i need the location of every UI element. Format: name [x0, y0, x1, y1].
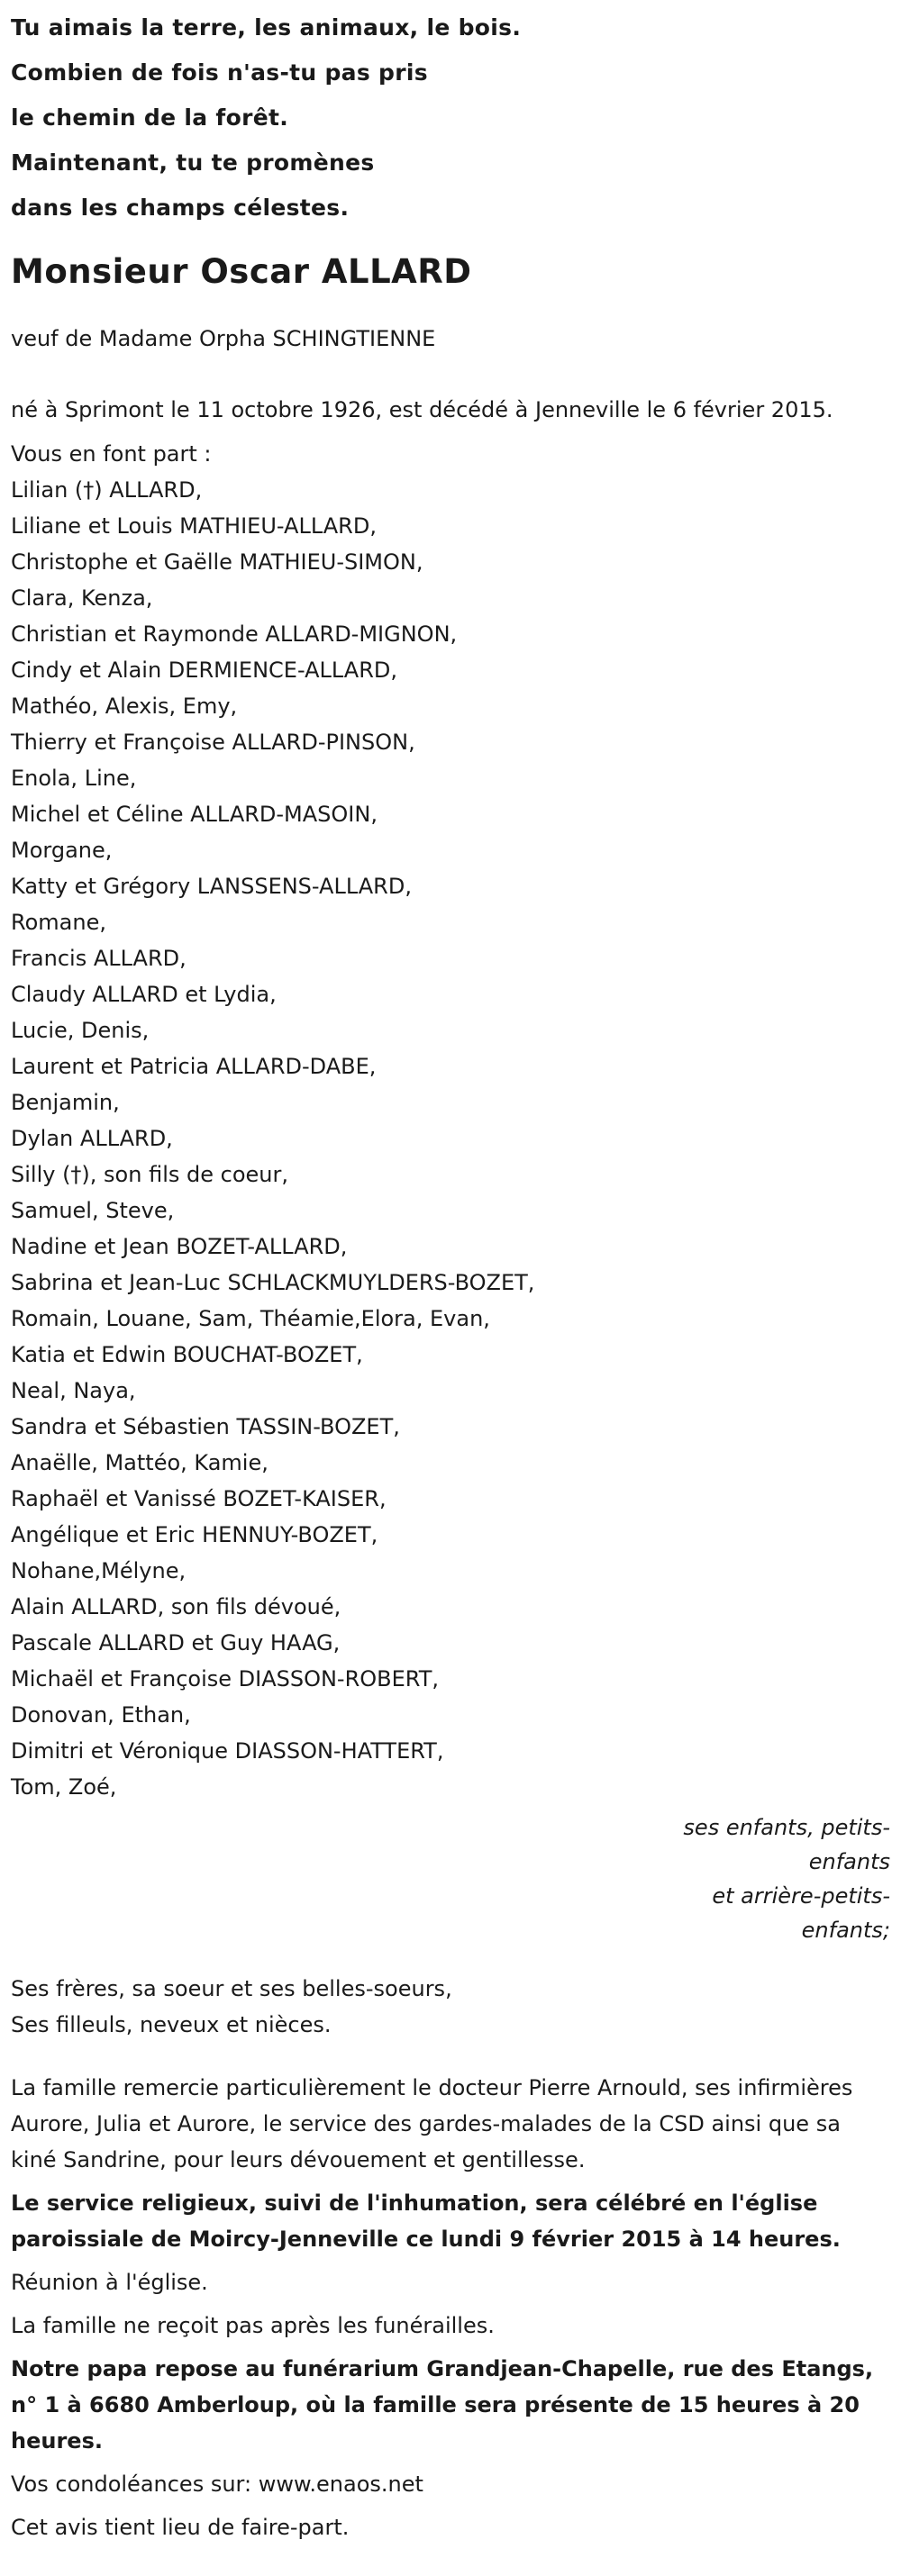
family-line: Katia et Edwin BOUCHAT-BOZET,: [11, 1342, 363, 1367]
family-line: Silly (†), son fils de coeur,: [11, 1162, 288, 1187]
notice-note: Cet avis tient lieu de faire-part.: [11, 2515, 350, 2540]
family-line: Lucie, Denis,: [11, 1018, 150, 1043]
family-line: Thierry et Françoise ALLARD-PINSON,: [11, 730, 415, 755]
siblings-block: [11, 1971, 890, 2043]
family-line: Clara, Kenza,: [11, 585, 153, 611]
family-line: Laurent et Patricia ALLARD-DABE,: [11, 1054, 377, 1079]
family-line: Francis ALLARD,: [11, 946, 187, 971]
announcement-intro: Vous en font part :: [11, 441, 212, 467]
no-reception-note: La famille ne reçoit pas après les funérailles.: [11, 2313, 495, 2338]
siblings-line: Ses filleuls, neveux et nièces.: [11, 2012, 332, 2037]
obituary-page: [11, 0, 890, 2545]
meeting-note: Réunion à l'église.: [11, 2270, 208, 2295]
family-line: Christian et Raymonde ALLARD-MIGNON,: [11, 621, 458, 647]
widower-of: veuf de Madame Orpha SCHINGTIENNE: [11, 326, 436, 351]
thanks-paragraph: La famille remercie particulièrement le docteur Pierre Arnould, ses infirmières Aurore, Julia et Aurore, le service des gardes-malades de la CSD ainsi que sa kiné Sandrine, pour leurs dévouement et gentillesse.: [11, 2075, 853, 2172]
family-line: Neal, Naya,: [11, 1378, 136, 1403]
family-line: Samuel, Steve,: [11, 1198, 175, 1223]
family-line: Katty et Grégory LANSSENS-ALLARD,: [11, 874, 412, 899]
condolences-note: Vos condoléances sur: www.enaos.net: [11, 2472, 423, 2497]
relations-line: enfants;: [801, 1918, 890, 1943]
family-line: Morgane,: [11, 838, 113, 863]
family-list: [11, 472, 890, 1805]
poem-line: Combien de fois n'as-tu pas pris: [11, 59, 428, 86]
family-line: Claudy ALLARD et Lydia,: [11, 982, 277, 1007]
family-line: Alain ALLARD, son fils dévoué,: [11, 1594, 341, 1619]
funeral-home-info: Notre papa repose au funérarium Grandjean-Chapelle, rue des Etangs, n° 1 à 6680 Amberloup, où la famille sera présente de 15 heures à 20 heures.: [11, 2356, 874, 2454]
relations-line: ses enfants, petits-: [683, 1815, 890, 1840]
family-line: Nadine et Jean BOZET-ALLARD,: [11, 1234, 348, 1259]
poem-line: le chemin de la forêt.: [11, 104, 289, 131]
family-line: Angélique et Eric HENNUY-BOZET,: [11, 1522, 378, 1547]
poem-line: Tu aimais la terre, les animaux, le bois.: [11, 14, 522, 41]
family-line: Romane,: [11, 910, 106, 935]
poem-line: Maintenant, tu te promènes: [11, 150, 375, 176]
family-line: Enola, Line,: [11, 766, 137, 791]
family-line: Michel et Céline ALLARD-MASOIN,: [11, 802, 378, 827]
family-line: Benjamin,: [11, 1090, 120, 1115]
deceased-name: Monsieur Oscar ALLARD: [11, 252, 472, 291]
family-line: Dimitri et Véronique DIASSON-HATTERT,: [11, 1738, 444, 1764]
poem-line: dans les champs célestes.: [11, 195, 350, 221]
service-announcement: Le service religieux, suivi de l'inhumation, sera célébré en l'église paroissiale de Moircy-Jenneville ce lundi 9 février 2015 à 14 heures.: [11, 2191, 841, 2252]
family-line: Cindy et Alain DERMIENCE-ALLARD,: [11, 658, 397, 683]
family-line: Mathéo, Alexis, Emy,: [11, 694, 238, 719]
relations-line: et arrière-petits-: [712, 1883, 890, 1909]
family-line: Romain, Louane, Sam, Théamie,Elora, Evan,: [11, 1306, 490, 1331]
family-line: Pascale ALLARD et Guy HAAG,: [11, 1630, 341, 1655]
family-line: Anaëlle, Mattéo, Kamie,: [11, 1450, 268, 1475]
family-line: Dylan ALLARD,: [11, 1126, 173, 1151]
relations-note: [11, 1810, 890, 1947]
family-line: Nohane,Mélyne,: [11, 1558, 187, 1583]
family-line: Lilian (†) ALLARD,: [11, 477, 203, 503]
poem: [11, 5, 890, 231]
family-line: Donovan, Ethan,: [11, 1702, 191, 1728]
family-line: Sandra et Sébastien TASSIN-BOZET,: [11, 1414, 400, 1439]
family-line: Liliane et Louis MATHIEU-ALLARD,: [11, 513, 377, 539]
family-line: Christophe et Gaëlle MATHIEU-SIMON,: [11, 549, 423, 575]
relations-line: enfants: [808, 1849, 890, 1874]
siblings-line: Ses frères, sa soeur et ses belles-soeurs,: [11, 1976, 452, 2001]
family-line: Sabrina et Jean-Luc SCHLACKMUYLDERS-BOZET,: [11, 1270, 535, 1295]
family-line: Raphaël et Vanissé BOZET-KAISER,: [11, 1486, 387, 1511]
family-line: Michaël et Françoise DIASSON-ROBERT,: [11, 1666, 440, 1692]
family-line: Tom, Zoé,: [11, 1774, 117, 1800]
birth-death-info: né à Sprimont le 11 octobre 1926, est décédé à Jenneville le 6 février 2015.: [11, 397, 833, 422]
